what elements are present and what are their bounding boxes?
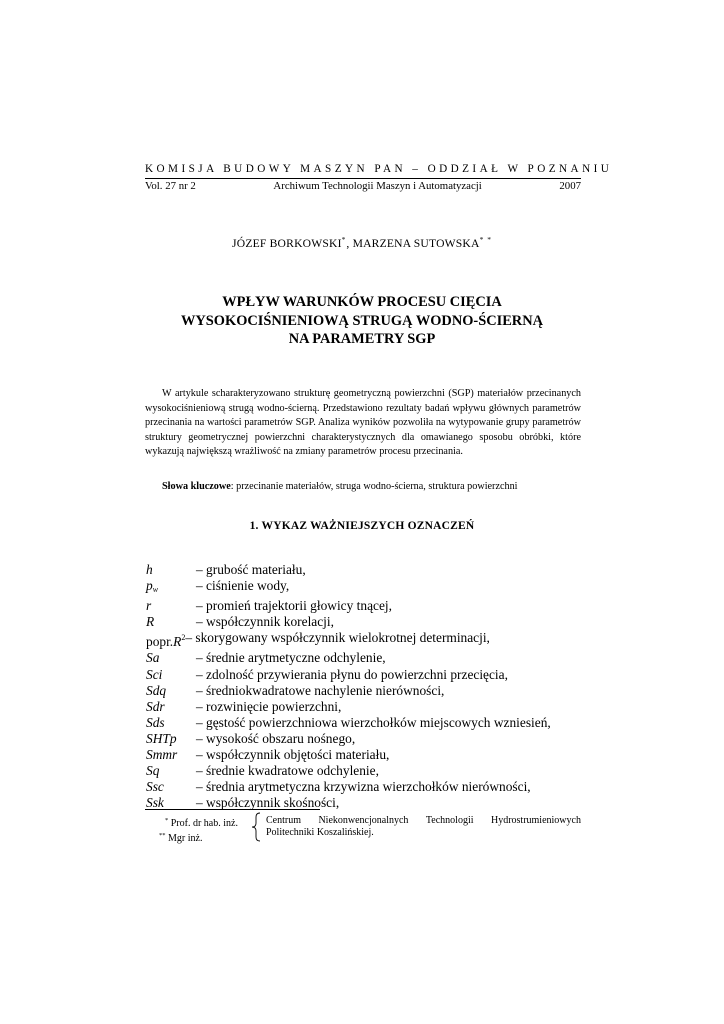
symbol-name: Sdr	[146, 698, 165, 714]
symbol-name: Sa	[146, 650, 160, 666]
symbol-name: SHTp	[146, 730, 177, 746]
symbol	[146, 630, 185, 650]
section-heading: 1. WYKAZ WAŻNIEJSZYCH OZNACZEŃ	[249, 520, 475, 532]
footnote-1	[159, 815, 255, 830]
symbol-description: – współczynnik objętości materiału,	[196, 747, 390, 763]
affiliation-word: Technologii	[425, 815, 474, 826]
symbol-name: R	[146, 614, 155, 630]
symbol-name: R	[173, 634, 182, 650]
brace-icon	[249, 812, 265, 842]
affiliation-word: Niekonwencjonalnych	[318, 815, 409, 826]
footnote-affiliation	[266, 815, 581, 840]
author-2: MARZENA SUTOWSKA	[352, 237, 480, 250]
title-line-3: NA PARAMETRY SGP	[288, 331, 436, 347]
authors	[0, 235, 724, 250]
symbol-superscript: 2	[181, 633, 186, 643]
symbol-subscript: w	[152, 585, 159, 595]
journal-publisher-line: KOMISJA BUDOWY MASZYN PAN – ODDZIAŁ W POZNANIU	[145, 163, 613, 175]
title-line-1: WPŁYW WARUNKÓW PROCESU CIĘCIA	[222, 294, 502, 310]
journal-info-row	[145, 180, 581, 192]
keywords-label: Słowa kluczowe	[162, 481, 231, 492]
symbol	[146, 562, 196, 578]
symbol-row	[146, 578, 586, 598]
symbol	[146, 667, 196, 683]
symbol	[146, 715, 196, 731]
symbols-list	[146, 562, 586, 811]
symbol-row	[146, 614, 586, 630]
symbol	[146, 731, 196, 747]
symbol	[146, 747, 196, 763]
symbol-name: Ssc	[146, 779, 164, 795]
symbol-description: – rozwinięcie powierzchni,	[196, 698, 342, 714]
affiliation-line-1	[266, 815, 581, 827]
symbol-name: Sci	[146, 666, 163, 682]
footnote-2-text: Mgr inż.	[165, 833, 203, 845]
footnote-2	[159, 830, 255, 845]
symbol	[146, 650, 196, 666]
footnote-2-mark: **	[159, 832, 166, 840]
symbol-row	[146, 731, 586, 747]
symbol-description: – gęstość powierzchniowa wierzchołków miejscowych wzniesień,	[196, 714, 551, 730]
journal-volume: Vol. 27 nr 2	[145, 180, 196, 192]
keywords-text: : przecinanie materiałów, struga wodno-ścierna, struktura powierzchni	[230, 481, 518, 492]
author-2-footnote-mark: * *	[479, 235, 492, 244]
symbol-row	[146, 667, 586, 683]
symbol	[146, 578, 196, 598]
symbol-row	[146, 779, 586, 795]
symbol-name: r	[146, 598, 152, 614]
symbol-row	[146, 562, 586, 578]
footnote-1-text: Prof. dr hab. inż.	[168, 818, 238, 829]
keywords	[162, 481, 582, 492]
symbol	[146, 598, 196, 614]
footnote-1-mark: *	[165, 817, 169, 824]
symbol-row	[146, 763, 586, 779]
symbol-description: – wysokość obszaru nośnego,	[196, 730, 356, 746]
symbol	[146, 779, 196, 795]
header-rule	[145, 178, 581, 179]
symbol-name: Smmr	[146, 747, 178, 763]
paper-title	[0, 293, 724, 349]
symbol-description: – średniokwadratowe nachylenie nierówności,	[196, 682, 445, 698]
affiliation-line-2: Politechniki Koszalińskiej.	[266, 827, 374, 839]
symbol-name: Sds	[146, 714, 165, 730]
symbol	[146, 763, 196, 779]
title-line-2: WYSOKOCIŚNIENIOWĄ STRUGĄ WODNO-ŚCIERNĄ	[181, 312, 543, 329]
abstract: W artykule scharakteryzowano strukturę geometryczną powierzchni (SGP) materiałów przecinanych wysokociśnieniową strugą wodno-ścierną. Przedstawiono rezultaty badań wpływu głównych parametrów przecinania na wartości parametrów SGP. Analiza wyników pozwoliła na wytypowanie grupy parametrów struktury geometrycznej powierzchni charakterystycznych dla omawianego sposobu obróbki, które wykazują największą wrażliwość na zmiany parametrów procesu przecinania.	[145, 388, 581, 458]
affiliation-word: Centrum	[266, 815, 301, 826]
symbol-row	[146, 683, 586, 699]
symbol-name: Sq	[146, 763, 160, 779]
symbol-description: – grubość materiału,	[196, 562, 306, 577]
symbol-description: – średnia arytmetyczna krzywizna wierzchołków nierówności,	[196, 779, 531, 795]
footnote-rule	[145, 809, 320, 810]
symbol-description: – ciśnienie wody,	[196, 578, 290, 594]
symbol	[146, 683, 196, 699]
symbol-row	[146, 598, 586, 614]
symbol-prefix: popr.	[146, 634, 174, 650]
symbol-name: Ssk	[146, 795, 164, 811]
symbol-row	[146, 630, 586, 650]
symbol-name: h	[146, 562, 153, 577]
symbol-description: – promień trajektorii głowicy tnącej,	[196, 598, 392, 614]
symbol-name: p	[146, 578, 153, 594]
symbol-description: – skorygowany współczynnik wielokrotnej determinacji,	[185, 630, 490, 646]
footnote-persons	[159, 815, 255, 846]
author-separator: ,	[346, 237, 353, 250]
symbol-description: – współczynnik skośności,	[196, 795, 340, 811]
affiliation-word: Hydrostrumieniowych	[490, 815, 581, 826]
author-1-footnote-mark: *	[341, 235, 347, 244]
journal-name: Archiwum Technologii Maszyn i Automatyzacji	[273, 180, 482, 192]
symbol-row	[146, 650, 586, 666]
symbol-name: Sdq	[146, 682, 167, 698]
symbol-description: – współczynnik korelacji,	[196, 614, 334, 630]
symbol-row	[146, 715, 586, 731]
symbol	[146, 699, 196, 715]
symbol-row	[146, 699, 586, 715]
symbol-description: – średnie kwadratowe odchylenie,	[196, 763, 379, 779]
journal-year: 2007	[559, 180, 581, 192]
author-1: JÓZEF BORKOWSKI	[232, 237, 342, 250]
symbol-row	[146, 747, 586, 763]
symbol-description: – średnie arytmetyczne odchylenie,	[196, 650, 386, 666]
symbol	[146, 614, 196, 630]
symbol-description: – zdolność przywierania płynu do powierzchni przecięcia,	[196, 666, 508, 682]
